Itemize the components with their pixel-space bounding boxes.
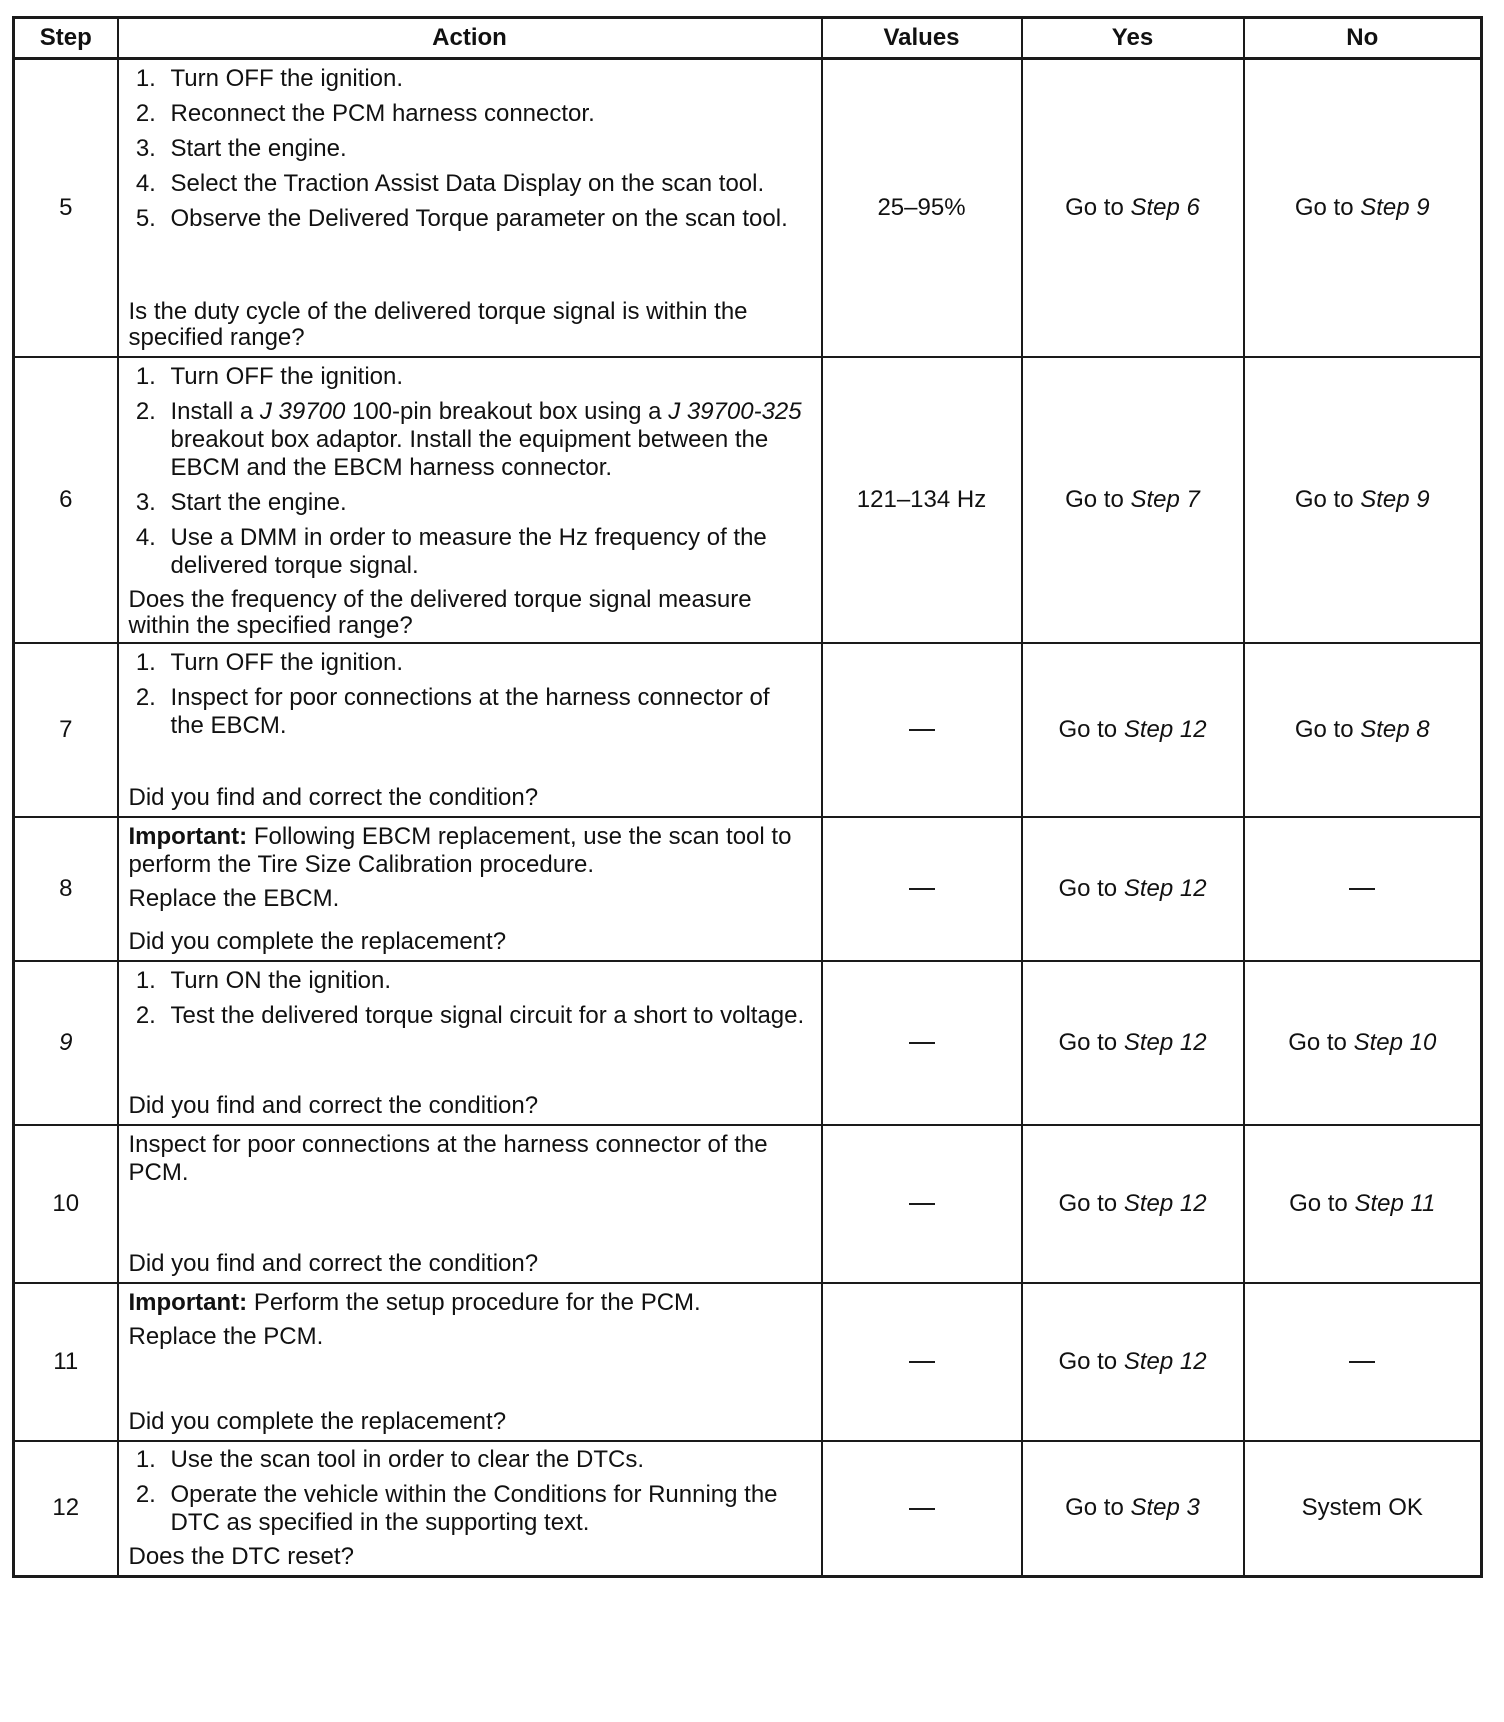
question-text: Is the duty cycle of the delivered torque signal is within the specified range? (128, 297, 748, 351)
yes-prefix: Go to (1058, 715, 1124, 743)
action-cell (118, 817, 822, 961)
yes-prefix: Go to (1058, 1189, 1124, 1217)
diagnostic-page (12, 16, 1480, 1578)
important-text: Following EBCM replacement, use the scan tool to perform the Tire Size Calibration procedure. (128, 822, 792, 878)
step-number: 12 (14, 1441, 118, 1577)
yes-cell (1022, 59, 1244, 357)
action-cell (118, 1283, 822, 1441)
value-cell: 121–134 Hz (822, 357, 1022, 643)
list-item: 3. Start the engine. (163, 489, 809, 517)
yes-cell (1022, 643, 1244, 817)
action-cell (118, 643, 822, 817)
instruction-text: Inspect for poor connections at the harness connector of the PCM. (128, 1130, 768, 1186)
list-item: 2. Inspect for poor connections at the harness connector of the EBCM. (163, 684, 809, 740)
important-note (129, 1289, 809, 1317)
value-cell: 25–95% (822, 59, 1022, 357)
table-row-step-5 (14, 59, 1482, 357)
no-target-link[interactable]: Step 11 (1354, 1189, 1436, 1217)
no-target-link[interactable]: Step 9 (1360, 485, 1430, 513)
dash-mark (909, 1042, 935, 1044)
yes-target-link[interactable]: Step 12 (1123, 1347, 1207, 1375)
no-cell (1244, 961, 1482, 1125)
dash-mark (1349, 1361, 1375, 1363)
list-item: 1. Turn ON the ignition. (163, 967, 809, 995)
diagnostic-table (12, 16, 1483, 1578)
no-cell (1244, 1125, 1482, 1283)
no-target-link[interactable]: Step 9 (1360, 193, 1430, 221)
instruction-list (129, 649, 809, 747)
question-text: Does the DTC reset? (128, 1543, 354, 1571)
no-prefix: Go to (1294, 715, 1361, 743)
important-note (129, 823, 809, 879)
important-text: Perform the setup procedure for the PCM. (247, 1288, 701, 1316)
question-text: Did you find and correct the condition? (128, 1091, 539, 1119)
yes-prefix: Go to (1058, 1347, 1124, 1375)
dash-mark (909, 1203, 935, 1205)
no-prefix: Go to (1294, 193, 1361, 221)
step-number: 11 (14, 1283, 118, 1441)
header-values: Values (822, 18, 1022, 59)
no-cell (1244, 357, 1482, 643)
value-cell (822, 817, 1022, 961)
header-action: Action (118, 18, 822, 59)
header-step: Step (14, 18, 118, 59)
list-item: 5. Observe the Delivered Torque parameter on the scan tool. (163, 205, 809, 233)
yes-target-link[interactable]: Step 6 (1130, 193, 1200, 221)
value-cell (822, 643, 1022, 817)
table-row-step-10 (14, 1125, 1482, 1283)
item-text: Install a (170, 397, 260, 425)
important-label: Important: (128, 1288, 248, 1316)
yes-prefix: Go to (1065, 485, 1131, 513)
instruction-text: Replace the EBCM. (128, 884, 340, 912)
action-cell (118, 357, 822, 643)
no-prefix: Go to (1294, 485, 1361, 513)
list-item: 2. Test the delivered torque signal circuit for a short to voltage. (163, 1002, 809, 1030)
table-row-step-11 (14, 1283, 1482, 1441)
list-item (163, 398, 809, 482)
header-no: No (1244, 18, 1482, 59)
yes-target-link[interactable]: Step 7 (1130, 485, 1200, 513)
instruction-list (129, 1446, 809, 1544)
table-row-step-7 (14, 643, 1482, 817)
no-cell (1244, 1283, 1482, 1441)
yes-prefix: Go to (1058, 874, 1124, 902)
table-row-step-9 (14, 961, 1482, 1125)
no-target-link[interactable]: Step 8 (1360, 715, 1430, 743)
question-text: Did you complete the replacement? (128, 927, 507, 955)
step-number: 5 (14, 59, 118, 357)
table-row-step-6 (14, 357, 1482, 643)
list-item: 1. Use the scan tool in order to clear the DTCs. (163, 1446, 809, 1474)
list-item: 2. Operate the vehicle within the Conditions for Running the DTC as specified in the supporting text. (163, 1481, 809, 1537)
list-item: 1. Turn OFF the ignition. (163, 363, 809, 391)
instruction-text: Replace the PCM. (128, 1322, 324, 1350)
question-text: Did you find and correct the condition? (128, 783, 539, 811)
header-row (14, 18, 1482, 59)
header-yes: Yes (1022, 18, 1244, 59)
no-cell (1244, 59, 1482, 357)
table-row-step-12 (14, 1441, 1482, 1577)
list-item: 1. Turn OFF the ignition. (163, 65, 809, 93)
yes-prefix: Go to (1065, 193, 1131, 221)
yes-prefix: Go to (1058, 1028, 1124, 1056)
action-cell (118, 961, 822, 1125)
action-cell (118, 1441, 822, 1577)
step-number: 10 (14, 1125, 118, 1283)
yes-cell (1022, 1125, 1244, 1283)
dash-mark (909, 888, 935, 890)
yes-cell (1022, 357, 1244, 643)
no-prefix: Go to (1289, 1189, 1355, 1217)
yes-target-link[interactable]: Step 12 (1123, 874, 1207, 902)
action-cell (118, 1125, 822, 1283)
tool-number: J 39700 (259, 397, 346, 425)
list-item: 3. Start the engine. (163, 135, 809, 163)
yes-cell (1022, 1283, 1244, 1441)
yes-cell (1022, 961, 1244, 1125)
item-text: 100-pin breakout box using a (345, 397, 669, 425)
yes-cell (1022, 1441, 1244, 1577)
no-cell (1244, 643, 1482, 817)
instruction-list (129, 363, 809, 587)
no-cell: System OK (1244, 1441, 1482, 1577)
action-cell (118, 59, 822, 357)
question-text: Did you complete the replacement? (128, 1407, 507, 1435)
no-target-link[interactable]: Step 10 (1353, 1028, 1437, 1056)
yes-target-link[interactable]: Step 12 (1123, 1189, 1207, 1217)
list-item: 4. Use a DMM in order to measure the Hz frequency of the delivered torque signal. (163, 524, 809, 580)
list-item: 1. Turn OFF the ignition. (163, 649, 809, 677)
value-cell (822, 1283, 1022, 1441)
value-cell (822, 1125, 1022, 1283)
instruction-list (129, 967, 809, 1037)
value-cell (822, 961, 1022, 1125)
dash-mark (1349, 888, 1375, 890)
tool-number: J 39700-325 (668, 397, 802, 425)
dash-mark (909, 1508, 935, 1510)
question-text: Does the frequency of the delivered torque signal measure within the specified range? (128, 585, 752, 639)
step-number: 6 (14, 357, 118, 643)
table-row-step-8 (14, 817, 1482, 961)
list-item: 2. Reconnect the PCM harness connector. (163, 100, 809, 128)
instruction-list (129, 65, 809, 240)
dash-mark (909, 729, 935, 731)
no-prefix: Go to (1288, 1028, 1354, 1056)
step-number: 9 (14, 961, 118, 1125)
step-number: 8 (14, 817, 118, 961)
important-label: Important: (128, 822, 248, 850)
yes-target-link[interactable]: Step 12 (1123, 715, 1207, 743)
dash-mark (909, 1361, 935, 1363)
no-cell (1244, 817, 1482, 961)
list-item: 4. Select the Traction Assist Data Display on the scan tool. (163, 170, 809, 198)
yes-target-link[interactable]: Step 12 (1123, 1028, 1207, 1056)
question-text: Did you find and correct the condition? (128, 1249, 539, 1277)
yes-prefix: Go to (1065, 1494, 1131, 1522)
yes-cell (1022, 817, 1244, 961)
yes-target-link[interactable]: Step 3 (1130, 1494, 1200, 1522)
step-number: 7 (14, 643, 118, 817)
value-cell (822, 1441, 1022, 1577)
item-text: breakout box adaptor. Install the equipment between the EBCM and the EBCM harness connector. (170, 425, 769, 481)
